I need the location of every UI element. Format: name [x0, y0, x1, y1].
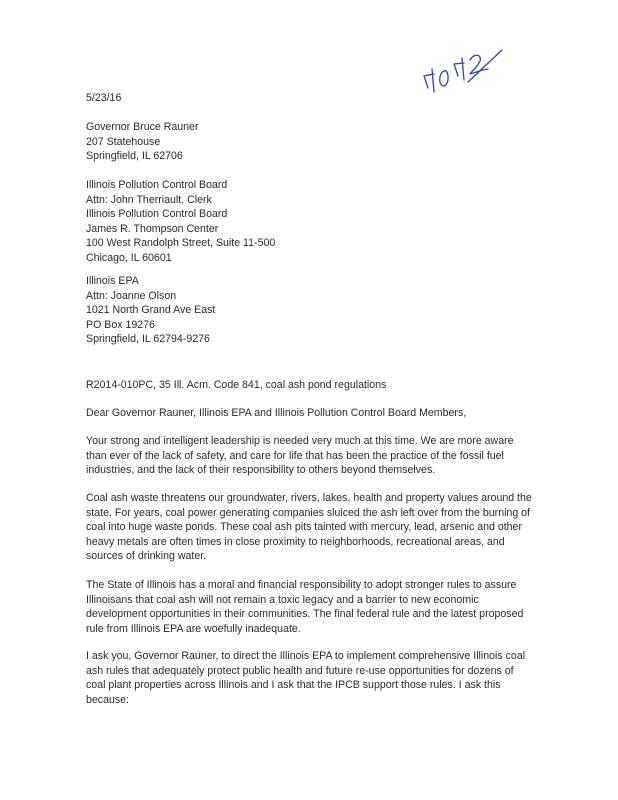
body-paragraph	[86, 434, 546, 478]
address-line: Springfield, IL 62794-9276	[86, 333, 210, 345]
address-line: Attn: John Therriault, Clerk	[86, 193, 212, 206]
body-paragraph	[86, 578, 546, 636]
paragraph-line: industries, and the lack of their responsibility to others beyond themselves.	[86, 464, 436, 477]
paragraph-line: state. For years, coal power generating companies sluiced the ash left over from the burning of	[86, 506, 530, 519]
paragraph-line: because:	[86, 693, 129, 706]
paragraph-line: Coal ash waste threatens our groundwater, rivers, lakes, health and property values around the	[86, 492, 532, 504]
paragraph-line: coal plant properties across Illinois and I ask that the IPCB support those rules. I ask this	[86, 679, 501, 692]
handwritten-annotation	[418, 42, 508, 100]
address-line: PO Box 19276	[86, 318, 155, 331]
paragraph-line: Illinoisans that coal ash will not remain a toxic legacy and a barrier to new economic	[86, 593, 479, 606]
body-paragraph	[86, 491, 546, 564]
paragraph-line: Your strong and intelligent leadership is needed very much at this time. We are more aware	[86, 435, 514, 447]
paragraph-line: I ask you, Governor Rauner, to direct the Illinois EPA to implement comprehensive Illinois coal	[86, 650, 526, 662]
paragraph-line: ash rules that adequately protect public health and future re-use opportunities for dozens of	[86, 664, 514, 677]
handwritten-number-4042	[418, 42, 508, 100]
address-line: Chicago, IL 60601	[86, 251, 172, 264]
address-line: Illinois EPA	[86, 275, 139, 287]
address-line: Illinois Pollution Control Board	[86, 208, 228, 220]
address-line: Governor Bruce Rauner	[86, 121, 199, 133]
subject-line: R2014-010PC, 35 Ill. Acm. Code 841, coal ash pond regulations	[86, 379, 387, 391]
recipient-block-pollution-control-board	[86, 178, 275, 265]
address-line: 1021 North Grand Ave East	[86, 304, 216, 316]
paragraph-line: development opportunities in their communities. The final federal rule and the latest proposed	[86, 608, 524, 621]
body-paragraph	[86, 649, 546, 707]
salutation: Dear Governor Rauner, Illinois EPA and Illinois Pollution Control Board Members,	[86, 407, 467, 419]
address-line: 100 West Randolph Street, Suite 11-500	[86, 237, 276, 249]
paragraph-line: The State of Illinois has a moral and financial responsibility to adopt stronger rules to assure	[86, 579, 517, 591]
paragraph-line: coal into huge waste ponds. These coal ash pits tainted with mercury, lead, arsenic and other	[86, 521, 522, 534]
address-line: 207 Statehouse	[86, 135, 161, 148]
recipient-block-governor	[86, 120, 198, 164]
paragraph-line: than ever of the lack of safety, and care for life that has been the practice of the fossil fuel	[86, 449, 504, 462]
letter-date: 5/23/16	[86, 92, 122, 104]
paragraph-line: sources of drinking water.	[86, 550, 207, 563]
address-line: James R. Thompson Center	[86, 222, 219, 235]
paragraph-line: rule from Illinois EPA are woefully inadequate.	[86, 622, 301, 635]
address-line: Attn: Joanne Olson	[86, 289, 177, 302]
recipient-block-illinois-epa	[86, 274, 215, 347]
address-line: Springfield, IL 62706	[86, 150, 183, 162]
address-line: Illinois Pollution Control Board	[86, 179, 228, 191]
paragraph-line: heavy metals are often times in close proximity to neighborhoods, recreational areas, and	[86, 535, 505, 548]
